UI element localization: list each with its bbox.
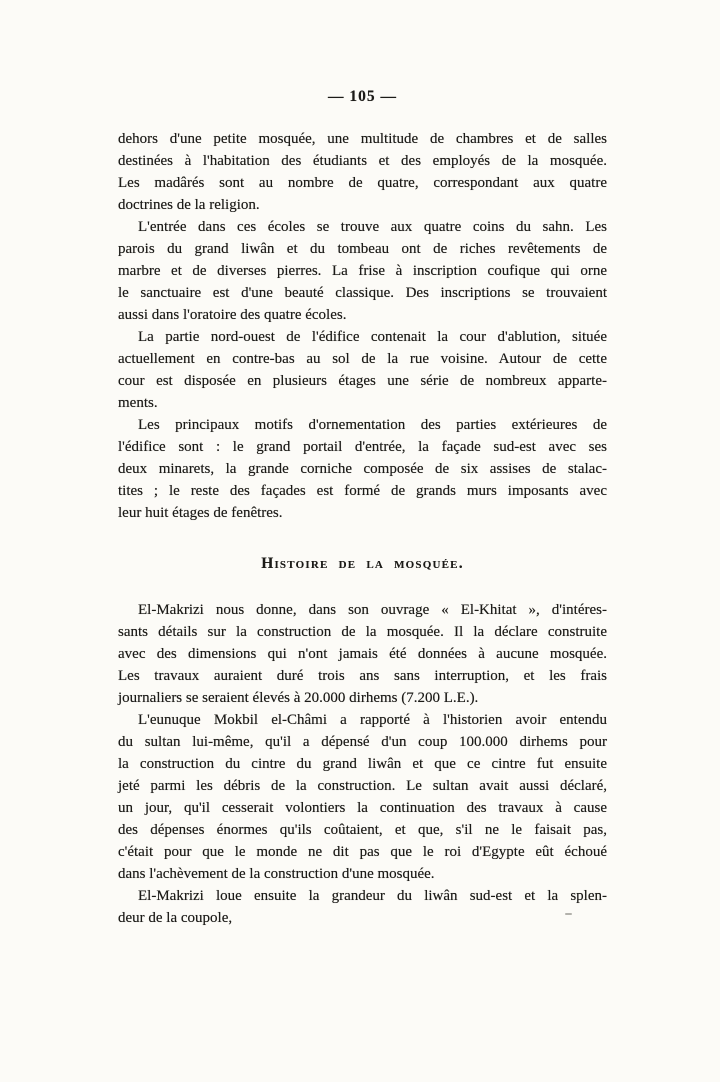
text-line: la construction du cintre du grand liwân et que ce cintre fut ensuite — [118, 756, 607, 772]
text-line: El-Makrizi nous donne, dans son ouvrage « El-Khitat », d'intéres- — [138, 602, 607, 618]
text-line: actuellement en contre-bas au sol de la rue voisine. Autour de cette — [118, 351, 607, 367]
text-line: journaliers se seraient élevés à 20.000 dirhems (7.200 L.E.). — [118, 690, 479, 706]
text-line: tites ; le reste des façades est formé de grands murs imposants avec — [118, 483, 607, 499]
paragraph — [118, 599, 607, 709]
paragraph — [118, 885, 607, 929]
paragraph — [118, 326, 607, 414]
text-line: le sanctuaire est d'une beauté classique. Des inscriptions se trouvaient — [118, 285, 607, 301]
text-line: deur de la coupole, — [118, 910, 233, 926]
text-line: l'édifice sont : le grand portail d'entrée, la façade sud-est avec ses — [118, 439, 607, 455]
section-heading: Histoire de la mosquée. — [261, 555, 464, 572]
page-number: — 105 — — [328, 88, 397, 105]
text-line: destinées à l'habitation des étudiants et des employés de la mosquée. — [118, 153, 607, 169]
text-line: Les principaux motifs d'ornementation des parties extérieures de — [138, 417, 607, 433]
text-line: leur huit étages de fenêtres. — [118, 505, 283, 521]
text-line: du sultan lui-même, qu'il a dépensé d'un coup 100.000 dirhems pour — [118, 734, 607, 750]
paragraph — [118, 128, 607, 216]
scan-speck — [565, 913, 572, 915]
text-line: dehors d'une petite mosquée, une multitude de chambres et de salles — [118, 131, 607, 147]
text-line: des dépenses énormes qu'ils coûtaient, et que, s'il ne le faisait pas, — [118, 822, 607, 838]
text-line: avec des dimensions qui n'ont jamais été données à aucune mosquée. — [118, 646, 607, 662]
text-line: La partie nord-ouest de l'édifice contenait la cour d'ablution, située — [138, 329, 607, 345]
text-line: ments. — [118, 395, 158, 411]
text-line: cour est disposée en plusieurs étages une série de nombreux apparte- — [118, 373, 607, 389]
paragraph — [118, 216, 607, 326]
text-line: parois du grand liwân et du tombeau ont de riches revêtements de — [118, 241, 607, 257]
paragraph — [118, 709, 607, 885]
text-line: L'eunuque Mokbil el-Châmi a rapporté à l'historien avoir entendu — [138, 712, 607, 728]
page-text-block — [118, 128, 607, 929]
text-line: deux minarets, la grande corniche composée de six assises de stalac- — [118, 461, 607, 477]
text-line: El-Makrizi loue ensuite la grandeur du liwân sud-est et la splen- — [138, 888, 607, 904]
text-line: doctrines de la religion. — [118, 197, 260, 213]
text-line: marbre et de diverses pierres. La frise à inscription coufique qui orne — [118, 263, 607, 279]
text-line: dans l'achèvement de la construction d'une mosquée. — [118, 866, 435, 882]
text-line: sants détails sur la construction de la mosquée. Il la déclare construite — [118, 624, 607, 640]
text-line: Les travaux auraient duré trois ans sans interruption, et les frais — [118, 668, 607, 684]
text-line: L'entrée dans ces écoles se trouve aux quatre coins du sahn. Les — [138, 219, 607, 235]
paragraph — [118, 414, 607, 524]
text-line: c'était pour que le monde ne dit pas que le roi d'Egypte eût échoué — [118, 844, 607, 860]
text-line: un jour, qu'il cesserait volontiers la continuation des travaux à cause — [118, 800, 607, 816]
text-line: Les madârés sont au nombre de quatre, correspondant aux quatre — [118, 175, 607, 191]
text-line: aussi dans l'oratoire des quatre écoles. — [118, 307, 347, 323]
text-line: jeté parmi les débris de la construction. Le sultan avait aussi déclaré, — [118, 778, 607, 794]
